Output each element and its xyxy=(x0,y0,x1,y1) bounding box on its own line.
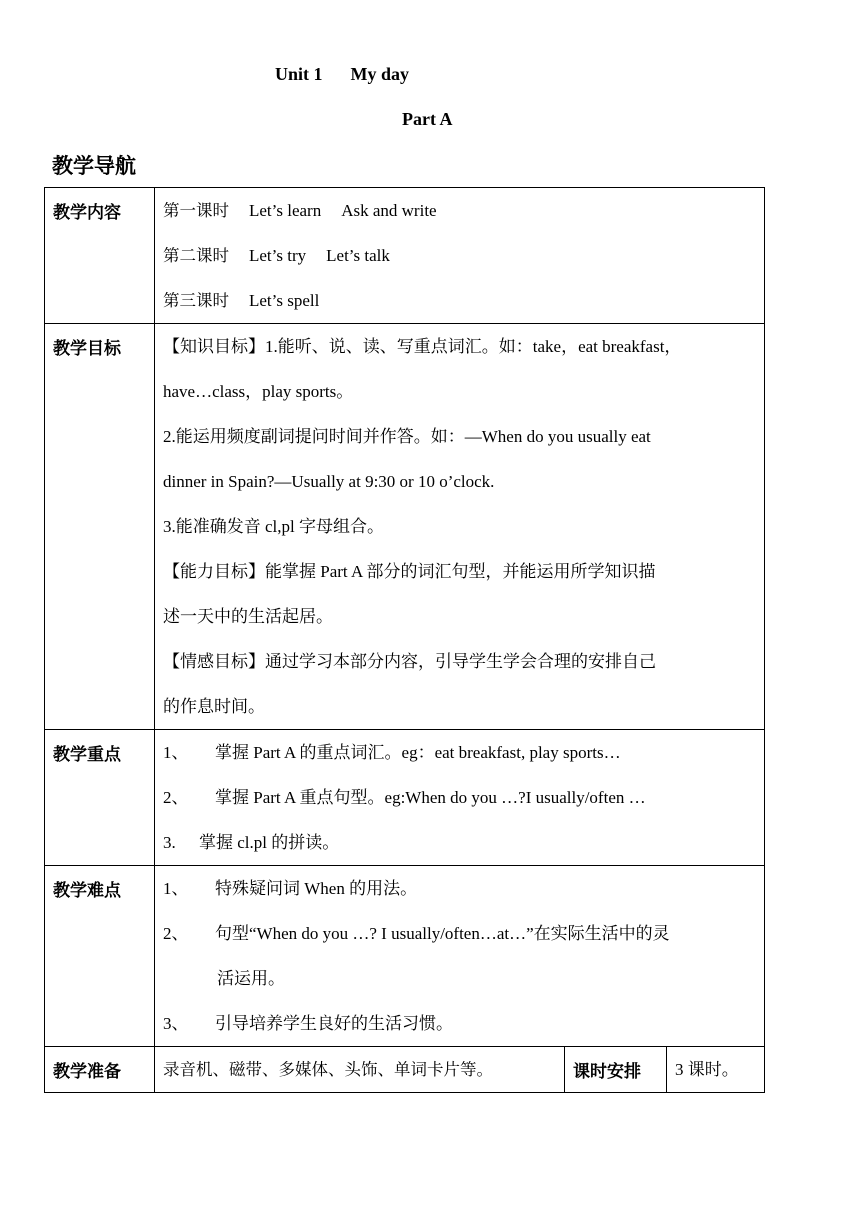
objective-line: 3.能准确发音 cl,pl 字母组合。 xyxy=(163,517,384,536)
objective-line: 【知识目标】1.能听、说、读、写重点词汇。如：take，eat breakfast， xyxy=(163,337,682,356)
lesson-item: Ask and write xyxy=(341,201,437,220)
item-text: 句型“When do you …? I usually/often…at…”在实际生活中的灵 xyxy=(215,924,670,943)
key-point-item xyxy=(163,730,758,775)
difficulties-cell xyxy=(155,866,765,1047)
content-cell xyxy=(155,188,765,324)
row-difficulties xyxy=(45,866,765,1047)
objective-line: dinner in Spain?—Usually at 9:30 or 10 o’clock. xyxy=(163,472,495,491)
schedule-cell xyxy=(667,1047,765,1093)
objectives-cell xyxy=(155,324,765,730)
row-label: 教学重点 xyxy=(45,730,155,866)
item-text: 掌握 Part A 的重点词汇。eg：eat breakfast, play sports… xyxy=(215,743,621,762)
row-objectives xyxy=(45,324,765,730)
lesson-item: Let’s talk xyxy=(326,246,390,265)
row-label: 教学难点 xyxy=(45,866,155,1047)
unit-topic: My day xyxy=(350,64,410,84)
materials-text xyxy=(163,1047,558,1092)
difficulty-item xyxy=(163,911,758,956)
lesson-item: Let’s try xyxy=(249,246,307,265)
key-point-item xyxy=(163,820,758,865)
objective-line: 2.能运用频度副词提问时间并作答。如：—When do you usually eat xyxy=(163,427,651,446)
item-number: 1、 xyxy=(163,743,189,762)
lesson-label: 第一课时 xyxy=(163,201,229,220)
difficulty-item xyxy=(163,1001,758,1046)
objective-line: have…class，play sports。 xyxy=(163,382,354,401)
row-key-points xyxy=(45,730,765,866)
lesson-line xyxy=(163,188,758,233)
teaching-plan-table xyxy=(44,187,765,1093)
difficulty-item xyxy=(163,866,758,911)
objective-line: 的作息时间。 xyxy=(163,697,265,716)
item-text: 掌握 cl.pl 的拼读。 xyxy=(199,833,340,852)
objective-line: 述一天中的生活起居。 xyxy=(163,607,333,626)
row-label: 教学准备 xyxy=(45,1047,155,1093)
part-title: Part A xyxy=(402,109,453,129)
schedule-value: 3 课时。 xyxy=(675,1060,739,1079)
schedule-label: 课时安排 xyxy=(565,1047,667,1093)
item-number: 3. xyxy=(163,833,176,852)
key-point-item xyxy=(163,775,758,820)
item-number: 2、 xyxy=(163,924,189,943)
item-number: 3、 xyxy=(163,1014,189,1033)
row-label: 教学目标 xyxy=(45,324,155,730)
unit-title xyxy=(275,64,409,85)
row-content xyxy=(45,188,765,324)
item-text: 引导培养学生良好的生活习惯。 xyxy=(215,1014,453,1033)
item-text: 特殊疑问词 When 的用法。 xyxy=(215,879,418,898)
item-number: 2、 xyxy=(163,788,189,807)
lesson-line xyxy=(163,278,758,323)
lesson-label: 第二课时 xyxy=(163,246,229,265)
objective-line: 【情感目标】通过学习本部分内容，引导学生学会合理的安排自己 xyxy=(163,652,656,671)
lesson-line xyxy=(163,233,758,278)
key-points-cell xyxy=(155,730,765,866)
item-text: 掌握 Part A 重点句型。eg:When do you …?I usually/often … xyxy=(215,788,646,807)
lesson-item: Let’s learn xyxy=(249,201,322,220)
item-number: 1、 xyxy=(163,879,189,898)
row-label: 教学内容 xyxy=(45,188,155,324)
difficulty-item-continued: 活运用。 xyxy=(217,969,285,988)
materials-value: 录音机、磁带、多媒体、头饰、单词卡片等。 xyxy=(163,1060,493,1079)
section-heading: 教学导航 xyxy=(52,154,136,178)
unit-number: Unit 1 xyxy=(275,64,323,84)
lesson-item: Let’s spell xyxy=(249,291,320,310)
materials-cell xyxy=(155,1047,565,1093)
row-preparation xyxy=(45,1047,765,1093)
lesson-label: 第三课时 xyxy=(163,291,229,310)
objective-line: 【能力目标】能掌握 Part A 部分的词汇句型，并能运用所学知识描 xyxy=(163,562,656,581)
